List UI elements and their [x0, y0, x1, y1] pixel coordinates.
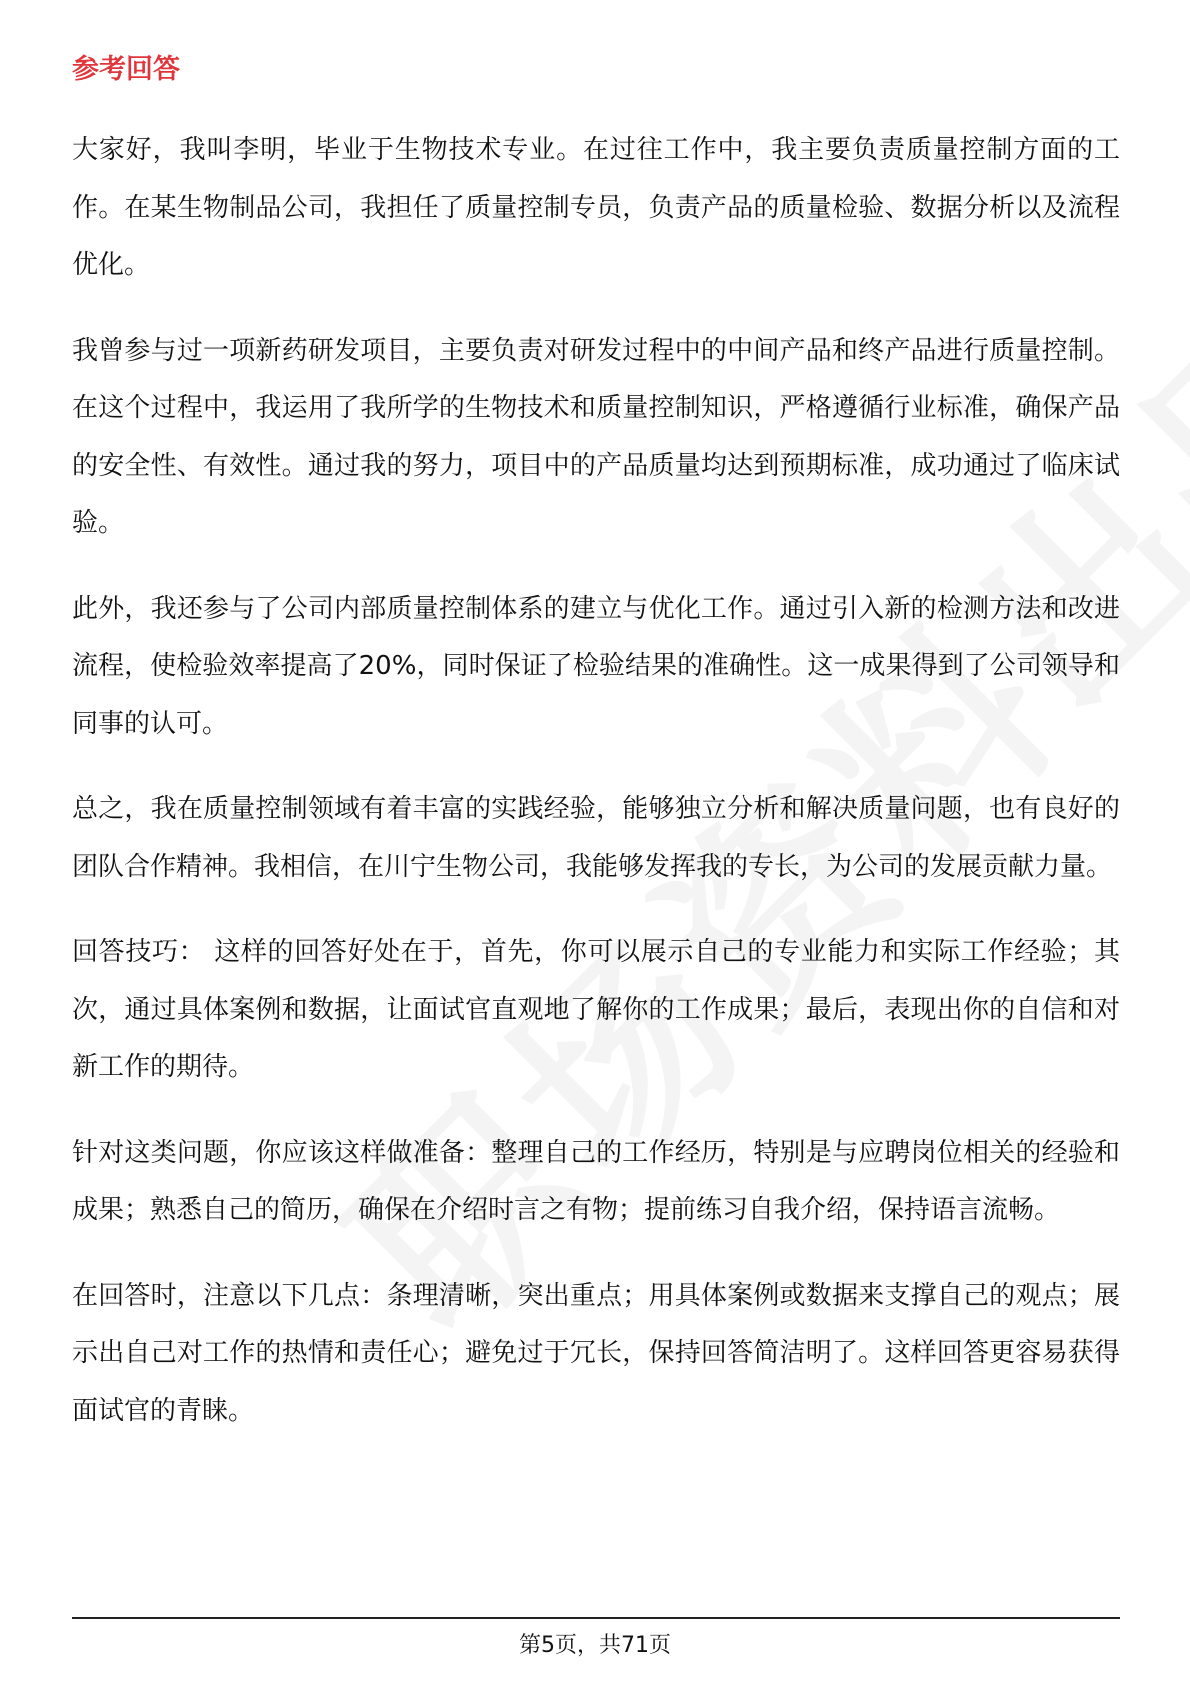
section-title: 参考回答	[72, 54, 180, 85]
paragraph-attention-points: 在回答时，注意以下几点：条理清晰，突出重点；用具体案例或数据来支撑自己的观点；展示出自己对工作的热情和责任心；避免过于冗长，保持回答简洁明了。这样回答更容易获得面试官的青睐。	[72, 1280, 1120, 1426]
paragraph-answer-tips: 回答技巧： 这样的回答好处在于，首先，你可以展示自己的专业能力和实际工作经验；其次，通过具体案例和数据，让面试官直观地了解你的工作成果；最后，表现出你的自信和对新工作的期待。	[72, 937, 1120, 1082]
paragraph-project-experience: 我曾参与过一项新药研发项目，主要负责对研发过程中的中间产品和终产品进行质量控制。在这个过程中，我运用了我所学的生物技术和质量控制知识，严格遵循行业标准，确保产品的安全性、有效性。通过我的努力，项目中的产品质量均达到预期标准，成功通过了临床试验。	[72, 335, 1120, 538]
paragraph-system-optimization: 此外，我还参与了公司内部质量控制体系的建立与优化工作。通过引入新的检测方法和改进流程，使检验效率提高了20%，同时保证了检验结果的准确性。这一成果得到了公司领导和同事的认可。	[72, 593, 1120, 739]
paragraph-summary: 总之，我在质量控制领域有着丰富的实践经验，能够独立分析和解决质量问题，也有良好的团队合作精神。我相信，在川宁生物公司，我能够发挥我的专长，为公司的发展贡献力量。	[72, 794, 1120, 882]
page-number: 第5页，共71页	[519, 1633, 671, 1658]
paragraph-preparation: 针对这类问题，你应该这样做准备：整理自己的工作经历，特别是与应聘岗位相关的经验和成果；熟悉自己的简历，确保在介绍时言之有物；提前练习自我介绍，保持语言流畅。	[72, 1137, 1120, 1225]
footer-divider	[72, 1617, 1120, 1619]
answer-body	[72, 122, 1120, 1468]
paragraph-introduction: 大家好，我叫李明，毕业于生物技术专业。在过往工作中，我主要负责质量控制方面的工作。在某生物制品公司，我担任了质量控制专员，负责产品的质量检验、数据分析以及流程优化。	[72, 135, 1120, 280]
